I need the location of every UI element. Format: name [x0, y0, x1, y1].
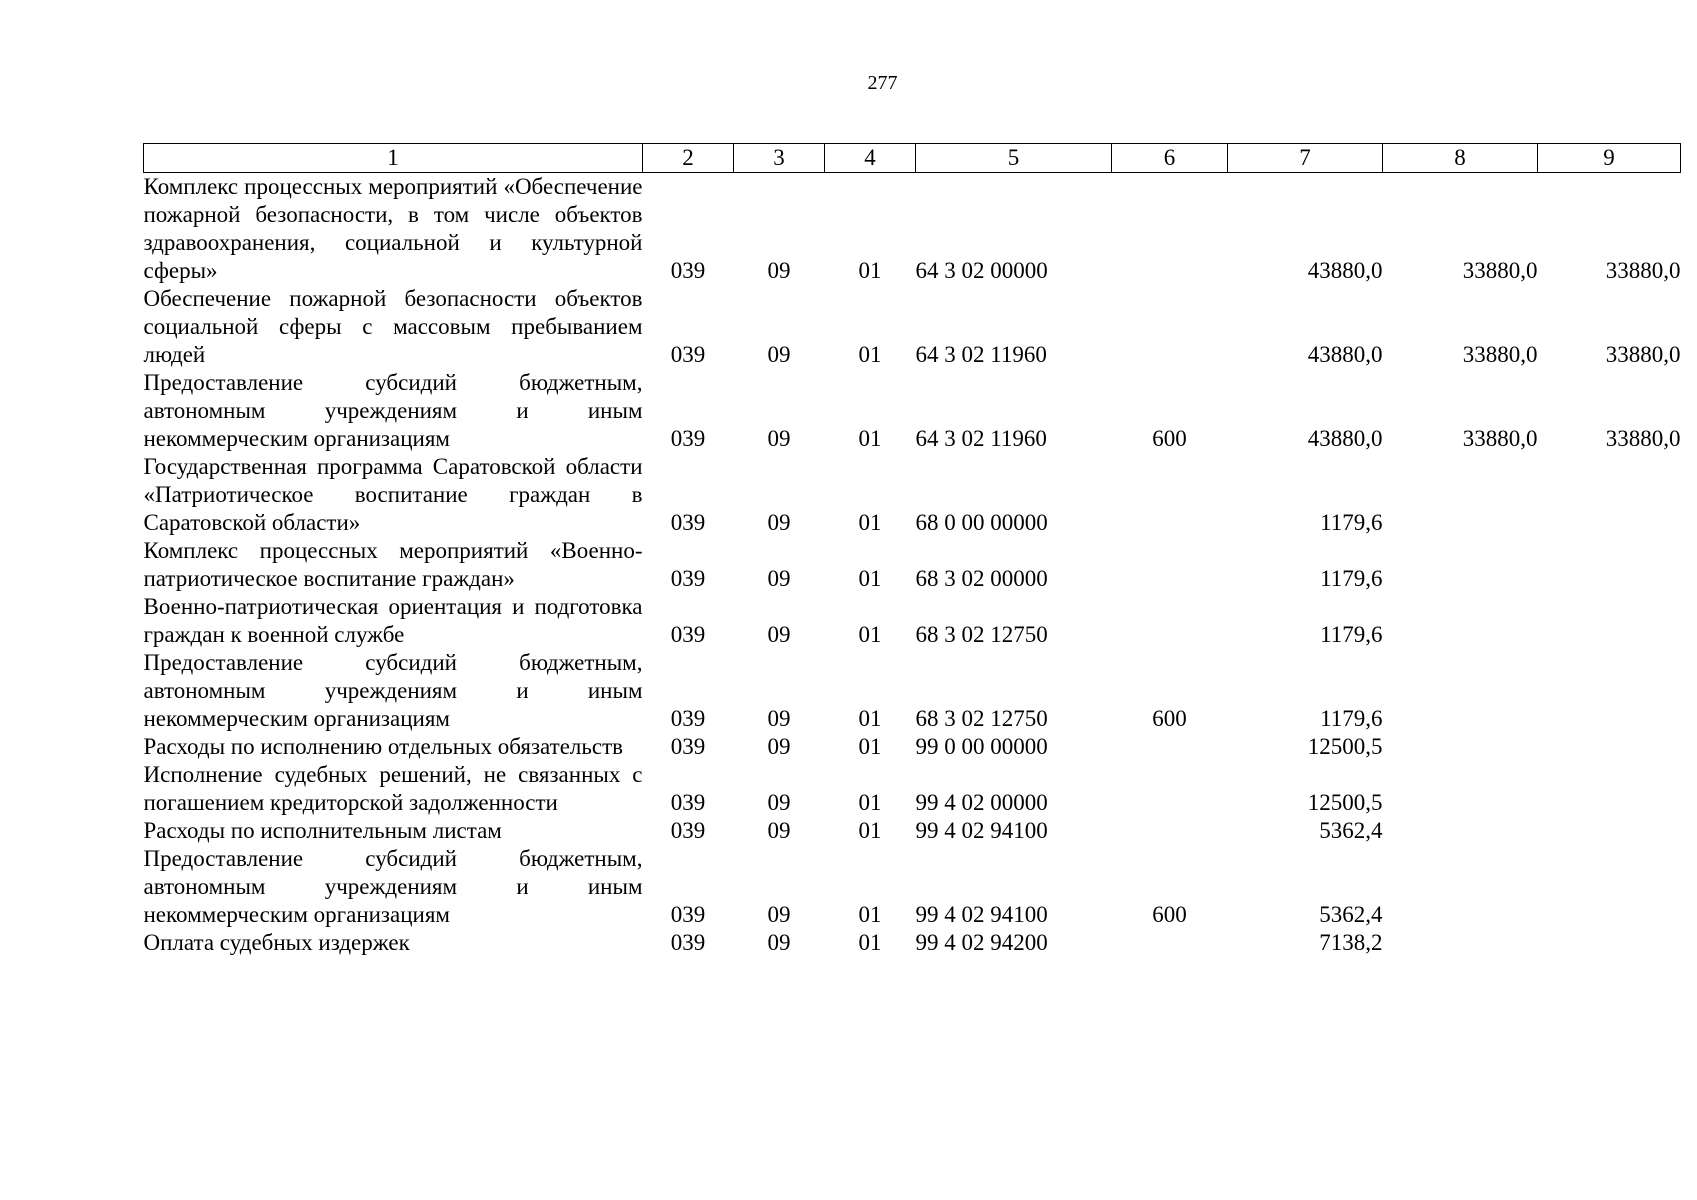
row-name-cell: Расходы по исполнительным листам	[143, 818, 502, 843]
subsection-code-cell: 09	[767, 734, 791, 759]
header-cell: 8	[1383, 144, 1538, 173]
page-number: 277	[867, 72, 898, 94]
target-article-cell: 99 4 02 94100	[915, 902, 1048, 927]
header-cell: 9	[1538, 144, 1681, 173]
amount-col9-cell	[1538, 929, 1681, 957]
amount-col9-cell: 33880,0	[1605, 342, 1681, 367]
target-article-cell: 68 0 00 00000	[915, 510, 1048, 535]
amount-col8-cell	[1383, 453, 1538, 537]
item-code-cell: 01	[858, 818, 882, 843]
item-code-cell: 01	[858, 342, 882, 367]
section-code-cell: 039	[670, 342, 706, 367]
target-article-cell: 99 4 02 00000	[915, 790, 1048, 815]
subsection-code-cell: 09	[767, 510, 791, 535]
row-name-cell: Предоставление субсидий бюджетным, автономным учреждениям и иным некоммерческим организациям	[143, 846, 643, 927]
table-row	[144, 173, 1681, 286]
expense-type-cell	[1112, 761, 1228, 817]
table-row	[144, 845, 1681, 929]
amount-col9-cell	[1538, 817, 1681, 845]
target-article-cell: 64 3 02 11960	[915, 342, 1047, 367]
amount-col9-cell: 33880,0	[1605, 426, 1681, 451]
amount-col8-cell	[1383, 537, 1538, 593]
row-name-cell: Предоставление субсидий бюджетным, автономным учреждениям и иным некоммерческим организациям	[143, 370, 643, 451]
amount-col8-cell	[1383, 761, 1538, 817]
amount-col9-cell	[1538, 733, 1681, 761]
table-row	[144, 817, 1681, 845]
row-name-cell: Военно-патриотическая ориентация и подготовка граждан к военной службе	[143, 594, 643, 647]
amount-col8-cell: 33880,0	[1462, 342, 1538, 367]
amount-col7-cell: 12500,5	[1307, 790, 1383, 815]
target-article-cell: 99 4 02 94200	[915, 930, 1048, 955]
table-row	[144, 929, 1681, 957]
amount-col8-cell	[1383, 817, 1538, 845]
expense-type-cell	[1112, 593, 1228, 649]
header-cell: 7	[1228, 144, 1383, 173]
amount-col9-cell	[1538, 537, 1681, 593]
target-article-cell: 64 3 02 00000	[915, 258, 1048, 283]
table-row	[144, 649, 1681, 733]
row-name-cell: Оплата судебных издержек	[143, 930, 410, 955]
subsection-code-cell: 09	[767, 342, 791, 367]
amount-col7-cell: 1179,6	[1320, 622, 1383, 647]
amount-col7-cell: 43880,0	[1307, 258, 1383, 283]
target-article-cell: 68 3 02 00000	[915, 566, 1048, 591]
expense-type-cell: 600	[1152, 902, 1187, 927]
row-name-cell: Обеспечение пожарной безопасности объектов социальной сферы с массовым пребыванием людей	[143, 286, 643, 367]
row-name-cell: Государственная программа Саратовской области «Патриотическое воспитание граждан в Саратовской области»	[143, 454, 643, 535]
row-name-cell: Исполнение судебных решений, не связанных с погашением кредиторской задолженности	[143, 762, 643, 815]
section-code-cell: 039	[670, 902, 706, 927]
amount-col8-cell: 33880,0	[1462, 426, 1538, 451]
subsection-code-cell: 09	[767, 258, 791, 283]
amount-col8-cell	[1383, 593, 1538, 649]
budget-table	[143, 143, 1681, 957]
table-row	[144, 537, 1681, 593]
subsection-code-cell: 09	[767, 930, 791, 955]
header-cell: 6	[1112, 144, 1228, 173]
section-code-cell: 039	[670, 706, 706, 731]
table-header	[144, 144, 1681, 173]
expense-type-cell	[1112, 537, 1228, 593]
amount-col8-cell	[1383, 929, 1538, 957]
section-code-cell: 039	[670, 622, 706, 647]
section-code-cell: 039	[670, 818, 706, 843]
row-name-cell: Комплекс процессных мероприятий «Военно-патриотическое воспитание граждан»	[143, 538, 643, 591]
target-article-cell: 99 0 00 00000	[915, 734, 1048, 759]
section-code-cell: 039	[670, 734, 706, 759]
expense-type-cell	[1112, 173, 1228, 286]
item-code-cell: 01	[858, 734, 882, 759]
expense-type-cell: 600	[1152, 426, 1187, 451]
subsection-code-cell: 09	[767, 426, 791, 451]
amount-col7-cell: 43880,0	[1307, 426, 1383, 451]
section-code-cell: 039	[670, 566, 706, 591]
item-code-cell: 01	[858, 510, 882, 535]
item-code-cell: 01	[858, 622, 882, 647]
amount-col7-cell: 1179,6	[1320, 510, 1383, 535]
expense-type-cell	[1112, 285, 1228, 369]
expense-type-cell	[1112, 733, 1228, 761]
row-name-cell: Предоставление субсидий бюджетным, автономным учреждениям и иным некоммерческим организациям	[143, 650, 643, 731]
expense-type-cell	[1112, 817, 1228, 845]
target-article-cell: 68 3 02 12750	[915, 706, 1048, 731]
row-name-cell: Комплекс процессных мероприятий «Обеспечение пожарной безопасности, в том числе объектов здравоохранения, социальной и культурной сферы»	[143, 174, 643, 283]
section-code-cell: 039	[670, 790, 706, 815]
header-cell: 4	[825, 144, 916, 173]
amount-col8-cell	[1383, 733, 1538, 761]
amount-col7-cell: 5362,4	[1319, 902, 1383, 927]
target-article-cell: 68 3 02 12750	[915, 622, 1048, 647]
header-cell: 2	[643, 144, 734, 173]
subsection-code-cell: 09	[767, 566, 791, 591]
header-row	[144, 144, 1681, 173]
subsection-code-cell: 09	[767, 902, 791, 927]
amount-col7-cell: 5362,4	[1319, 818, 1383, 843]
amount-col8-cell	[1383, 845, 1538, 929]
amount-col9-cell: 33880,0	[1605, 258, 1681, 283]
expense-type-cell: 600	[1152, 706, 1187, 731]
row-name-cell: Расходы по исполнению отдельных обязательств	[143, 734, 623, 759]
subsection-code-cell: 09	[767, 790, 791, 815]
item-code-cell: 01	[858, 930, 882, 955]
amount-col7-cell: 7138,2	[1319, 930, 1383, 955]
amount-col8-cell	[1383, 649, 1538, 733]
subsection-code-cell: 09	[767, 706, 791, 731]
section-code-cell: 039	[670, 426, 706, 451]
table-row	[144, 453, 1681, 537]
amount-col9-cell	[1538, 761, 1681, 817]
table-row	[144, 285, 1681, 369]
header-cell: 3	[734, 144, 825, 173]
amount-col9-cell	[1538, 453, 1681, 537]
amount-col7-cell: 1179,6	[1320, 566, 1383, 591]
header-cell: 5	[916, 144, 1112, 173]
expense-type-cell	[1112, 453, 1228, 537]
section-code-cell: 039	[670, 510, 706, 535]
amount-col9-cell	[1538, 649, 1681, 733]
subsection-code-cell: 09	[767, 818, 791, 843]
target-article-cell: 64 3 02 11960	[915, 426, 1047, 451]
item-code-cell: 01	[858, 566, 882, 591]
table-row	[144, 761, 1681, 817]
item-code-cell: 01	[858, 258, 882, 283]
subsection-code-cell: 09	[767, 622, 791, 647]
amount-col8-cell: 33880,0	[1462, 258, 1538, 283]
target-article-cell: 99 4 02 94100	[915, 818, 1048, 843]
table-body	[144, 173, 1681, 958]
section-code-cell: 039	[670, 258, 706, 283]
table-row	[144, 369, 1681, 453]
amount-col7-cell: 43880,0	[1307, 342, 1383, 367]
item-code-cell: 01	[858, 790, 882, 815]
item-code-cell: 01	[858, 706, 882, 731]
header-cell: 1	[144, 144, 643, 173]
item-code-cell: 01	[858, 902, 882, 927]
expense-type-cell	[1112, 929, 1228, 957]
section-code-cell: 039	[670, 930, 706, 955]
amount-col7-cell: 12500,5	[1307, 734, 1383, 759]
amount-col9-cell	[1538, 593, 1681, 649]
table-row	[144, 593, 1681, 649]
item-code-cell: 01	[858, 426, 882, 451]
amount-col7-cell: 1179,6	[1320, 706, 1383, 731]
table-row	[144, 733, 1681, 761]
amount-col9-cell	[1538, 845, 1681, 929]
